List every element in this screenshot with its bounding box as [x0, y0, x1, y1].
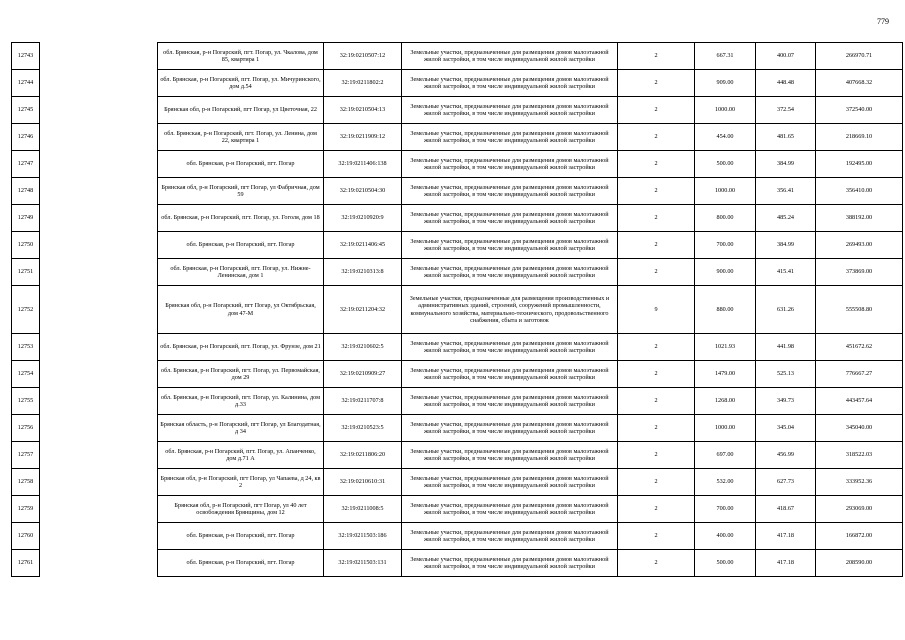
spacer — [40, 178, 158, 205]
specific-value-cell: 441.98 — [756, 334, 816, 361]
area-cell: 900.00 — [695, 259, 756, 286]
spacer — [40, 523, 158, 550]
land-use-cell: Земельные участки, предназначенные для размещения домов малоэтажной жилой застройки, в том числе индивидуальной жилой застройки — [402, 43, 618, 70]
table-row — [12, 496, 903, 523]
table-row — [12, 178, 903, 205]
row-number: 12749 — [12, 205, 40, 232]
address-cell: обл. Брянская, р-н Погарский, пгт. Погар, ул. Калинина, дом д.33 — [158, 388, 324, 415]
cadastral-number-cell: 32:19:0210602:5 — [324, 334, 402, 361]
row-number: 12757 — [12, 442, 40, 469]
cadastral-number-cell: 32:19:0210504:30 — [324, 178, 402, 205]
group-cell: 2 — [618, 97, 695, 124]
cadastral-number-cell: 32:19:0210504:13 — [324, 97, 402, 124]
area-cell: 880.00 — [695, 286, 756, 334]
cadastral-number-cell: 32:19:0211909:12 — [324, 124, 402, 151]
area-cell: 1000.00 — [695, 178, 756, 205]
area-cell: 500.00 — [695, 550, 756, 577]
table-row — [12, 205, 903, 232]
spacer — [40, 496, 158, 523]
area-cell: 454.00 — [695, 124, 756, 151]
cadastral-number-cell: 32:19:0211204:32 — [324, 286, 402, 334]
cadastral-value-cell: 451672.62 — [816, 334, 903, 361]
cadastral-number-cell: 32:19:0211406:138 — [324, 151, 402, 178]
area-cell: 697.00 — [695, 442, 756, 469]
group-cell: 2 — [618, 259, 695, 286]
address-cell: обл. Брянская, р-н Погарский, пгт. Погар, ул. Гоголя, дом 18 — [158, 205, 324, 232]
address-cell: обл. Брянская, р-н Погарский, пгт. Погар, ул. Ленина, дом 22, квартира 1 — [158, 124, 324, 151]
table-row — [12, 415, 903, 442]
cadastral-value-cell: 208590.00 — [816, 550, 903, 577]
cadastral-number-cell: 32:19:0211806:20 — [324, 442, 402, 469]
page-number: 779 — [877, 17, 889, 26]
address-cell: обл. Брянская, р-н Погарский, пгт. Погар, ул. Первомайская, дом 29 — [158, 361, 324, 388]
land-use-cell: Земельные участки, предназначенные для размещения домов малоэтажной жилой застройки, в том числе индивидуальной жилой застройки — [402, 205, 618, 232]
row-number: 12746 — [12, 124, 40, 151]
cadastral-number-cell: 32:19:0211707:8 — [324, 388, 402, 415]
spacer — [40, 232, 158, 259]
group-cell: 2 — [618, 334, 695, 361]
table-row — [12, 151, 903, 178]
spacer — [40, 151, 158, 178]
spacer — [40, 124, 158, 151]
row-number: 12743 — [12, 43, 40, 70]
table-row — [12, 388, 903, 415]
specific-value-cell: 418.67 — [756, 496, 816, 523]
land-use-cell: Земельные участки, предназначенные для размещения домов малоэтажной жилой застройки, в том числе индивидуальной жилой застройки — [402, 334, 618, 361]
land-use-cell: Земельные участки, предназначенные для размещения домов малоэтажной жилой застройки, в том числе индивидуальной жилой застройки — [402, 124, 618, 151]
row-number: 12758 — [12, 469, 40, 496]
row-number: 12750 — [12, 232, 40, 259]
land-use-cell: Земельные участки, предназначенные для размещения домов малоэтажной жилой застройки, в том числе индивидуальной жилой застройки — [402, 388, 618, 415]
spacer — [40, 70, 158, 97]
group-cell: 2 — [618, 205, 695, 232]
group-cell: 2 — [618, 151, 695, 178]
group-cell: 2 — [618, 43, 695, 70]
area-cell: 800.00 — [695, 205, 756, 232]
group-cell: 2 — [618, 523, 695, 550]
area-cell: 1000.00 — [695, 415, 756, 442]
address-cell: обл. Брянская, р-н Погарский, пгт. Погар — [158, 151, 324, 178]
spacer — [40, 334, 158, 361]
specific-value-cell: 631.26 — [756, 286, 816, 334]
specific-value-cell: 417.18 — [756, 550, 816, 577]
cadastral-number-cell: 32:19:0210507:12 — [324, 43, 402, 70]
table-row — [12, 334, 903, 361]
row-number: 12760 — [12, 523, 40, 550]
table-row — [12, 97, 903, 124]
cadastral-number-cell: 32:19:0211503:186 — [324, 523, 402, 550]
area-cell: 1021.93 — [695, 334, 756, 361]
area-cell: 700.00 — [695, 232, 756, 259]
spacer — [40, 361, 158, 388]
area-cell: 909.00 — [695, 70, 756, 97]
table-row — [12, 286, 903, 334]
specific-value-cell: 349.73 — [756, 388, 816, 415]
land-use-cell: Земельные участки, предназначенные для размещения домов малоэтажной жилой застройки, в том числе индивидуальной жилой застройки — [402, 178, 618, 205]
cadastral-number-cell: 32:19:0210313:8 — [324, 259, 402, 286]
table-body — [12, 43, 903, 577]
spacer — [40, 286, 158, 334]
table-row — [12, 523, 903, 550]
group-cell: 2 — [618, 232, 695, 259]
land-use-cell: Земельные участки, предназначенные для размещения домов малоэтажной жилой застройки, в том числе индивидуальной жилой застройки — [402, 442, 618, 469]
address-cell: Брянская обл, р-н Погарский, пгт Погар, ул Фабричная, дом 59 — [158, 178, 324, 205]
row-number: 12755 — [12, 388, 40, 415]
land-use-cell: Земельные участки, предназначенные для размещения домов малоэтажной жилой застройки, в том числе индивидуальной жилой застройки — [402, 232, 618, 259]
land-use-cell: Земельные участки, предназначенные для размещения домов малоэтажной жилой застройки, в том числе индивидуальной жилой застройки — [402, 97, 618, 124]
group-cell: 2 — [618, 178, 695, 205]
address-cell: обл. Брянская, р-н Погарский, пгт. Погар — [158, 232, 324, 259]
cadastral-number-cell: 32:19:0211008:5 — [324, 496, 402, 523]
spacer — [40, 259, 158, 286]
land-use-cell: Земельные участки, предназначенные для размещения домов малоэтажной жилой застройки, в том числе индивидуальной жилой застройки — [402, 523, 618, 550]
table-row — [12, 232, 903, 259]
cadastral-value-cell: 373869.00 — [816, 259, 903, 286]
specific-value-cell: 525.13 — [756, 361, 816, 388]
cadastral-value-cell: 192495.00 — [816, 151, 903, 178]
group-cell: 2 — [618, 496, 695, 523]
cadastral-number-cell: 32:19:0210909:27 — [324, 361, 402, 388]
land-use-cell: Земельные участки, предназначенные для размещения домов малоэтажной жилой застройки, в том числе индивидуальной жилой застройки — [402, 469, 618, 496]
specific-value-cell: 485.24 — [756, 205, 816, 232]
specific-value-cell: 345.04 — [756, 415, 816, 442]
table-row — [12, 550, 903, 577]
row-number: 12747 — [12, 151, 40, 178]
specific-value-cell: 448.48 — [756, 70, 816, 97]
row-number: 12752 — [12, 286, 40, 334]
cadastral-value-cell: 333952.36 — [816, 469, 903, 496]
row-number: 12754 — [12, 361, 40, 388]
group-cell: 2 — [618, 124, 695, 151]
spacer — [40, 550, 158, 577]
group-cell: 2 — [618, 469, 695, 496]
address-cell: обл. Брянская, р-н Погарский, пгт. Погар, ул. Мичуринского, дом д.54 — [158, 70, 324, 97]
land-use-cell: Земельные участки, предназначенные для размещения домов малоэтажной жилой застройки, в том числе индивидуальной жилой застройки — [402, 259, 618, 286]
address-cell: Брянская обл, р-н Погарский, пгт Погар, ул Чапаева, д 24, кв 2 — [158, 469, 324, 496]
spacer — [40, 442, 158, 469]
land-use-cell: Земельные участки, предназначенные для размещения домов малоэтажной жилой застройки, в том числе индивидуальной жилой застройки — [402, 550, 618, 577]
area-cell: 500.00 — [695, 151, 756, 178]
address-cell: Брянская обл, р-н Погарский, пгт Погар, ул Цветочная, 22 — [158, 97, 324, 124]
group-cell: 2 — [618, 361, 695, 388]
area-cell: 667.31 — [695, 43, 756, 70]
cadastral-value-cell: 345040.00 — [816, 415, 903, 442]
table-row — [12, 442, 903, 469]
cadastral-value-cell: 443457.64 — [816, 388, 903, 415]
spacer — [40, 469, 158, 496]
table-row — [12, 43, 903, 70]
cadastral-number-cell: 32:19:0210523:5 — [324, 415, 402, 442]
cadastral-value-cell: 269493.00 — [816, 232, 903, 259]
specific-value-cell: 417.18 — [756, 523, 816, 550]
group-cell: 2 — [618, 550, 695, 577]
address-cell: обл. Брянская, р-н Погарский, пгт. Погар, ул. Нижне-Ленинская, дом 1 — [158, 259, 324, 286]
specific-value-cell: 384.99 — [756, 151, 816, 178]
group-cell: 2 — [618, 388, 695, 415]
address-cell: обл. Брянская, р-н Погарский, пгт. Погар — [158, 550, 324, 577]
land-use-cell: Земельные участки, предназначенные для размещения производственных и административных зданий, строений, сооружений промышленности, коммунального хозяйства, материально-технического, продовольственного снабжения, сбыта и заготовок — [402, 286, 618, 334]
address-cell: обл. Брянская, р-н Погарский, пгт. Погар, ул. Апанченко, дом д.71 А — [158, 442, 324, 469]
spacer — [40, 388, 158, 415]
specific-value-cell: 356.41 — [756, 178, 816, 205]
cadastral-value-cell: 407668.32 — [816, 70, 903, 97]
table-row — [12, 259, 903, 286]
cadastral-value-cell: 388192.00 — [816, 205, 903, 232]
land-use-cell: Земельные участки, предназначенные для размещения домов малоэтажной жилой застройки, в том числе индивидуальной жилой застройки — [402, 70, 618, 97]
row-number: 12761 — [12, 550, 40, 577]
row-number: 12759 — [12, 496, 40, 523]
cadastral-value-cell: 293069.00 — [816, 496, 903, 523]
address-cell: обл. Брянская, р-н Погарский, пгт. Погар — [158, 523, 324, 550]
table-row — [12, 361, 903, 388]
land-use-cell: Земельные участки, предназначенные для размещения домов малоэтажной жилой застройки, в том числе индивидуальной жилой застройки — [402, 415, 618, 442]
group-cell: 2 — [618, 442, 695, 469]
row-number: 12753 — [12, 334, 40, 361]
cadastral-number-cell: 32:19:0211802:2 — [324, 70, 402, 97]
cadastral-value-cell: 166872.00 — [816, 523, 903, 550]
group-cell: 9 — [618, 286, 695, 334]
cadastral-number-cell: 32:19:0210920:9 — [324, 205, 402, 232]
specific-value-cell: 456.99 — [756, 442, 816, 469]
row-number: 12751 — [12, 259, 40, 286]
group-cell: 2 — [618, 70, 695, 97]
row-number: 12748 — [12, 178, 40, 205]
land-use-cell: Земельные участки, предназначенные для размещения домов малоэтажной жилой застройки, в том числе индивидуальной жилой застройки — [402, 361, 618, 388]
area-cell: 700.00 — [695, 496, 756, 523]
specific-value-cell: 400.07 — [756, 43, 816, 70]
cadastral-number-cell: 32:19:0211503:131 — [324, 550, 402, 577]
cadastral-value-cell: 266970.71 — [816, 43, 903, 70]
area-cell: 400.00 — [695, 523, 756, 550]
group-cell: 2 — [618, 415, 695, 442]
cadastral-number-cell: 32:19:0211406:45 — [324, 232, 402, 259]
spacer — [40, 415, 158, 442]
cadastral-value-cell: 218669.10 — [816, 124, 903, 151]
area-cell: 532.00 — [695, 469, 756, 496]
specific-value-cell: 384.99 — [756, 232, 816, 259]
area-cell: 1000.00 — [695, 97, 756, 124]
area-cell: 1268.00 — [695, 388, 756, 415]
land-use-cell: Земельные участки, предназначенные для размещения домов малоэтажной жилой застройки, в том числе индивидуальной жилой застройки — [402, 151, 618, 178]
row-number: 12744 — [12, 70, 40, 97]
address-cell: обл. Брянская, р-н Погарский, пгт. Погар, ул. Фрунзе, дом 21 — [158, 334, 324, 361]
table-row — [12, 70, 903, 97]
cadastral-value-cell: 318522.03 — [816, 442, 903, 469]
table-row — [12, 469, 903, 496]
cadastral-value-cell: 555508.80 — [816, 286, 903, 334]
cadastral-value-cell: 372540.00 — [816, 97, 903, 124]
specific-value-cell: 372.54 — [756, 97, 816, 124]
land-parcels-table — [11, 42, 903, 577]
area-cell: 1479.00 — [695, 361, 756, 388]
table-row — [12, 124, 903, 151]
specific-value-cell: 415.41 — [756, 259, 816, 286]
spacer — [40, 205, 158, 232]
address-cell: обл. Брянская, р-н Погарский, пгт. Погар, ул. Чкалова, дом 85, квартира 1 — [158, 43, 324, 70]
address-cell: Брянская обл, р-н Погарский, пгт Погар, ул 40 лет освобождения Брянщины, дом 12 — [158, 496, 324, 523]
address-cell: Брянская обл, р-н Погарский, пгт Погар, ул Октябрьская, дом 47-М — [158, 286, 324, 334]
specific-value-cell: 627.73 — [756, 469, 816, 496]
land-use-cell: Земельные участки, предназначенные для размещения домов малоэтажной жилой застройки, в том числе индивидуальной жилой застройки — [402, 496, 618, 523]
address-cell: Брянская область, р-н Погарский, пгт Погар, ул Благодатная, д 34 — [158, 415, 324, 442]
cadastral-number-cell: 32:19:0210610:31 — [324, 469, 402, 496]
cadastral-value-cell: 356410.00 — [816, 178, 903, 205]
spacer — [40, 97, 158, 124]
specific-value-cell: 481.65 — [756, 124, 816, 151]
row-number: 12745 — [12, 97, 40, 124]
cadastral-value-cell: 776667.27 — [816, 361, 903, 388]
row-number: 12756 — [12, 415, 40, 442]
spacer — [40, 43, 158, 70]
